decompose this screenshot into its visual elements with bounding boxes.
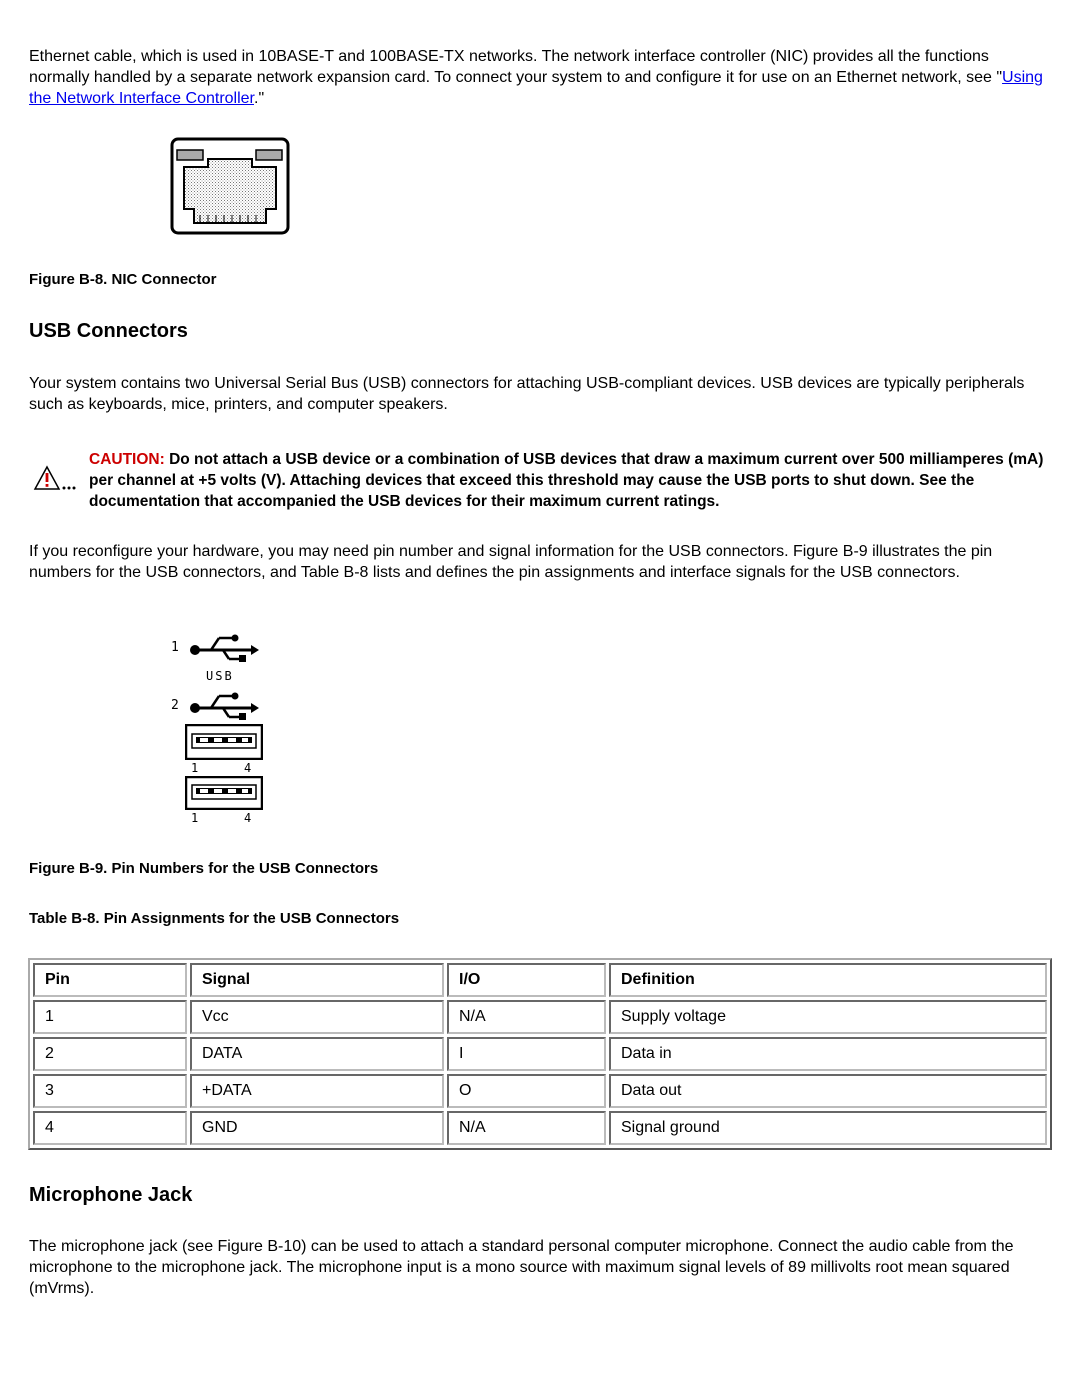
cell-pin: 4 — [33, 1111, 187, 1145]
usb-symbol-icon — [189, 688, 259, 722]
table-b8-caption: Table B-8. Pin Assignments for the USB Connectors — [29, 910, 400, 927]
usb-port-icon — [185, 724, 263, 760]
usb-heading: USB Connectors — [29, 320, 188, 342]
usb-port-1-pin-first: 1 — [191, 761, 199, 775]
header-io: I/O — [447, 963, 606, 997]
cell-signal: Vcc — [190, 1000, 444, 1034]
cell-definition: Data out — [609, 1074, 1047, 1108]
microphone-heading: Microphone Jack — [29, 1184, 193, 1206]
header-pin: Pin — [33, 963, 187, 997]
cell-pin: 1 — [33, 1000, 187, 1034]
nic-link[interactable]: Using the Network Interface Controller — [29, 69, 1043, 107]
usb-pin-figure — [165, 628, 275, 828]
cell-pin: 2 — [33, 1037, 187, 1071]
cell-pin: 3 — [33, 1074, 187, 1108]
usb-port-icon — [185, 776, 263, 810]
cell-io: N/A — [447, 1111, 606, 1145]
table-row — [33, 1111, 1047, 1145]
caution-notice — [89, 449, 1044, 512]
cell-definition: Signal ground — [609, 1111, 1047, 1145]
cell-definition: Supply voltage — [609, 1000, 1047, 1034]
microphone-paragraph: The microphone jack (see Figure B-10) can be used to attach a standard personal computer microphone. Connect the audio cable from the microphone to the microphone jack. The microphone input is a mono source with maximum signal levels of 89 millivolts root mean squared (mVrms). — [29, 1238, 1014, 1297]
usb-port-2-pin-first: 1 — [191, 811, 199, 825]
cell-signal: GND — [190, 1111, 444, 1145]
nic-connector-image — [170, 137, 292, 237]
table-row — [33, 1074, 1047, 1108]
cell-signal: DATA — [190, 1037, 444, 1071]
intro-paragraph — [29, 46, 1049, 109]
usb-port-1-pin-last: 4 — [244, 761, 252, 775]
usb-port-1-label: 1 — [171, 640, 179, 655]
header-signal: Signal — [190, 963, 444, 997]
usb-symbol-icon — [189, 630, 259, 664]
pin-assignment-table — [28, 958, 1052, 1150]
table-header-row — [33, 963, 1047, 997]
usb-paragraph-1: Your system contains two Universal Serial Bus (USB) connectors for attaching USB-compliant devices. USB devices are typically peripherals such as keyboards, mice, printers, and computer speakers. — [29, 375, 1025, 413]
usb-paragraph-2: If you reconfigure your hardware, you may need pin number and signal information for the USB connectors. Figure B-9 illustrates the pin numbers for the USB connectors, and Table B-8 lists and defines the pin assignments and interface signals for the USB connectors. — [29, 543, 993, 581]
cell-io: I — [447, 1037, 606, 1071]
table-row — [33, 1037, 1047, 1071]
header-definition: Definition — [609, 963, 1047, 997]
intro-text-end: ." — [254, 90, 265, 107]
table-row — [33, 1000, 1047, 1034]
figure-b8-caption: Figure B-8. NIC Connector — [29, 271, 217, 288]
cell-signal: +DATA — [190, 1074, 444, 1108]
caution-text: Do not attach a USB device or a combination of USB devices that draw a maximum current over 500 milliamperes (mA) per channel at +5 volts (V). Attaching devices that exceed this threshold may cause the USB ports to shut down. See the documentation that accompanied the USB devices for their maximum current ratings. — [89, 451, 1044, 510]
cell-definition: Data in — [609, 1037, 1047, 1071]
figure-b9-caption: Figure B-9. Pin Numbers for the USB Connectors — [29, 860, 379, 877]
caution-label: CAUTION: — [89, 451, 165, 468]
caution-icon — [33, 465, 83, 493]
cell-io: N/A — [447, 1000, 606, 1034]
usb-port-2-pin-last: 4 — [244, 811, 252, 825]
usb-text-label: USB — [206, 669, 234, 683]
cell-io: O — [447, 1074, 606, 1108]
intro-text: Ethernet cable, which is used in 10BASE-T and 100BASE-TX networks. The network interface controller (NIC) provides all the functions normally handled by a separate network expansion card. To connect your system to and configure it for use on an Ethernet network, see " — [29, 48, 1003, 86]
usb-port-2-label: 2 — [171, 698, 179, 713]
